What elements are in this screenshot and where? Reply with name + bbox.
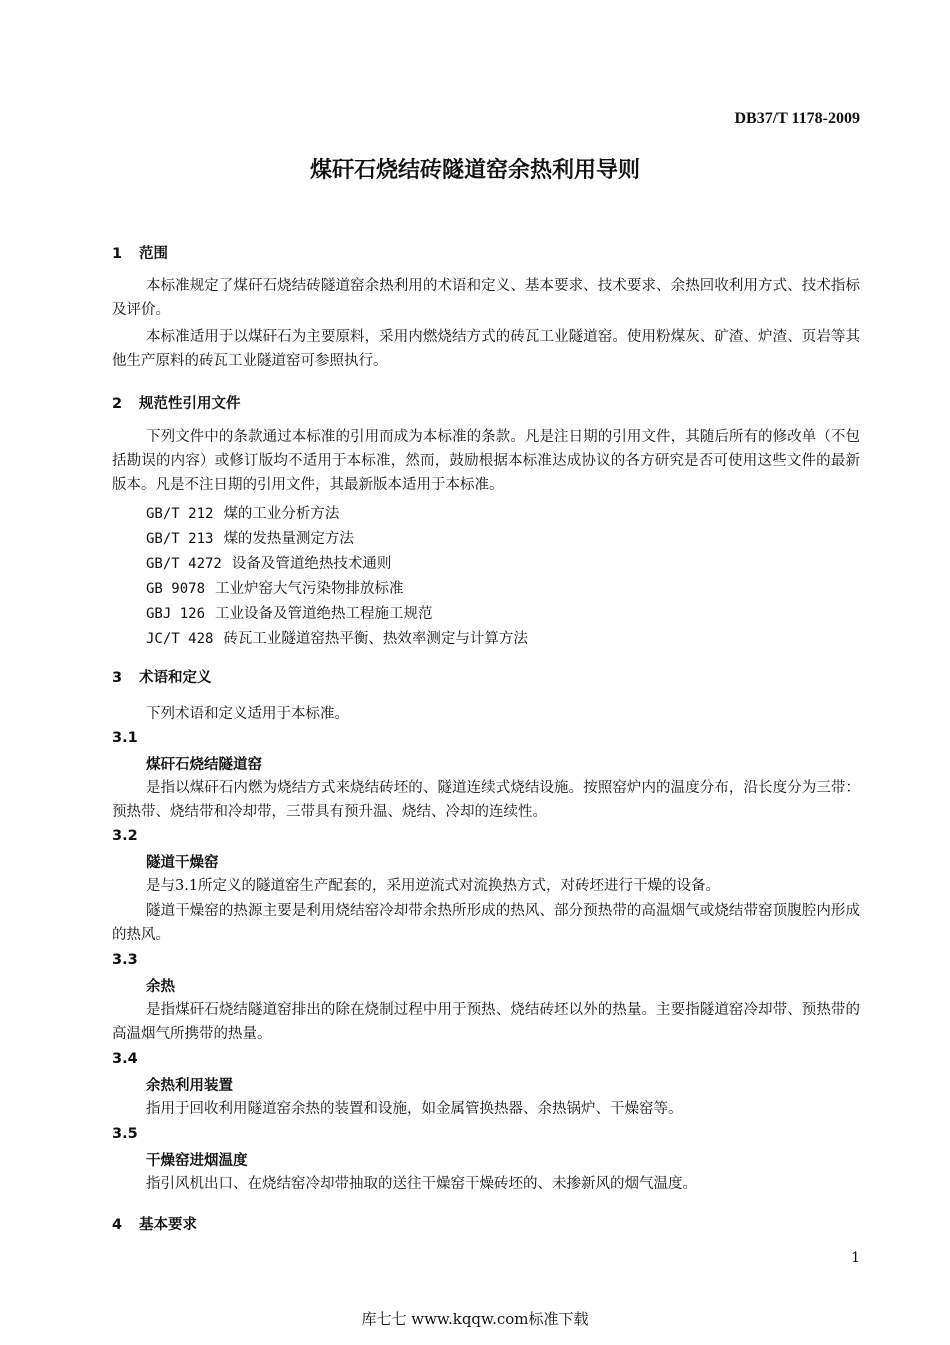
- term-name: 干燥窑进烟温度: [146, 1153, 248, 1169]
- section-title: 范围: [139, 246, 168, 262]
- section-2-heading: [112, 392, 241, 413]
- page-number: 1: [851, 1250, 860, 1266]
- section-number: 2: [112, 396, 123, 412]
- standard-number: DB37/T 1178-2009: [734, 110, 860, 127]
- reference-code: GB 9078: [146, 581, 206, 597]
- term-number: 3.2: [112, 828, 138, 844]
- term-definition: 是指煤矸石烧结隧道窑排出的除在烧制过程中用于预热、烧结砖坯以外的热量。主要指隧道窑冷却带、预热带的高温烟气所携带的热量。: [112, 1002, 860, 1042]
- document-title: 煤矸石烧结砖隧道窑余热利用导则: [309, 158, 640, 183]
- scope-paragraph-2: 本标准适用于以煤矸石为主要原料，采用内燃烧结方式的砖瓦工业隧道窑。使用粉煤灰、矿渣、炉渣、页岩等其他生产原料的砖瓦工业隧道窑可参照执行。: [112, 329, 860, 369]
- section-number: 3: [112, 670, 123, 686]
- term-definition-continued: 隧道干燥窑的热源主要是利用烧结窑冷却带余热所形成的热风、部分预热带的高温烟气或烧结带窑顶腹腔内形成的热风。: [112, 903, 860, 943]
- scope-paragraph-1: 本标准规定了煤矸石烧结砖隧道窑余热利用的术语和定义、基本要求、技术要求、余热回收利用方式、技术指标及评价。: [112, 278, 860, 318]
- section-title: 基本要求: [139, 1217, 197, 1233]
- term-definition: 指引风机出口、在烧结窑冷却带抽取的送往干燥窑干燥砖坯的、未掺新风的烟气温度。: [146, 1176, 697, 1192]
- reference-code: JC/T 428: [146, 631, 214, 647]
- term-number: 3.4: [112, 1051, 138, 1067]
- section-1-heading: [112, 242, 168, 263]
- term-name: 煤矸石烧结隧道窑: [146, 757, 262, 773]
- terms-intro: 下列术语和定义适用于本标准。: [146, 706, 349, 722]
- section-title: 规范性引用文件: [139, 396, 241, 412]
- reference-item: [146, 502, 339, 523]
- term-number: 3.3: [112, 952, 138, 968]
- reference-code: GB/T 213: [146, 531, 214, 547]
- section-number: 1: [112, 246, 123, 262]
- reference-name: 工业炉窑大气污染物排放标准: [215, 581, 404, 597]
- reference-name: 煤的工业分析方法: [223, 506, 340, 522]
- term-number: 3.5: [112, 1126, 138, 1142]
- term-number: 3.1: [112, 730, 138, 746]
- term-name: 余热: [146, 979, 175, 995]
- reference-name: 煤的发热量测定方法: [223, 531, 354, 547]
- section-number: 4: [112, 1217, 123, 1233]
- reference-name: 设备及管道绝热技术通则: [231, 556, 392, 572]
- term-definition: 指用于回收利用隧道窑余热的装置和设施，如金属管换热器、余热锅炉、干燥窑等。: [146, 1101, 683, 1117]
- term-name: 隧道干燥窑: [146, 855, 219, 871]
- footer-watermark: 库七七 www.kqqw.com标准下载: [361, 1310, 589, 1328]
- section-3-heading: [112, 666, 212, 687]
- reference-name: 工业设备及管道绝热工程施工规范: [215, 606, 433, 622]
- term-definition: 是与3.1所定义的隧道窑生产配套的，采用逆流式对流换热方式，对砖坯进行干燥的设备。: [146, 878, 721, 894]
- section-4-heading: [112, 1213, 197, 1234]
- reference-code: GB/T 4272: [146, 556, 222, 572]
- reference-item: [146, 602, 433, 623]
- reference-item: [146, 552, 391, 573]
- reference-item: [146, 627, 528, 648]
- reference-item: [146, 577, 404, 598]
- section-title: 术语和定义: [139, 670, 212, 686]
- reference-code: GBJ 126: [146, 606, 206, 622]
- reference-code: GB/T 212: [146, 506, 214, 522]
- term-name: 余热利用装置: [146, 1078, 233, 1094]
- references-paragraph: 下列文件中的条款通过本标准的引用而成为本标准的条款。凡是注日期的引用文件，其随后所有的修改单（不包括勘误的内容）或修订版均不适用于本标准，然而，鼓励根据本标准达成协议的各方研究是否可使用这些文件的最新版本。凡是不注日期的引用文件，其最新版本适用于本标准。: [112, 429, 860, 493]
- reference-item: [146, 527, 354, 548]
- term-definition: 是指以煤矸石内燃为烧结方式来烧结砖坯的、隧道连续式烧结设施。按照窑炉内的温度分布，沿长度分为三带：预热带、烧结带和冷却带，三带具有预升温、烧结、冷却的连续性。: [112, 780, 860, 820]
- reference-name: 砖瓦工业隧道窑热平衡、热效率测定与计算方法: [223, 631, 528, 647]
